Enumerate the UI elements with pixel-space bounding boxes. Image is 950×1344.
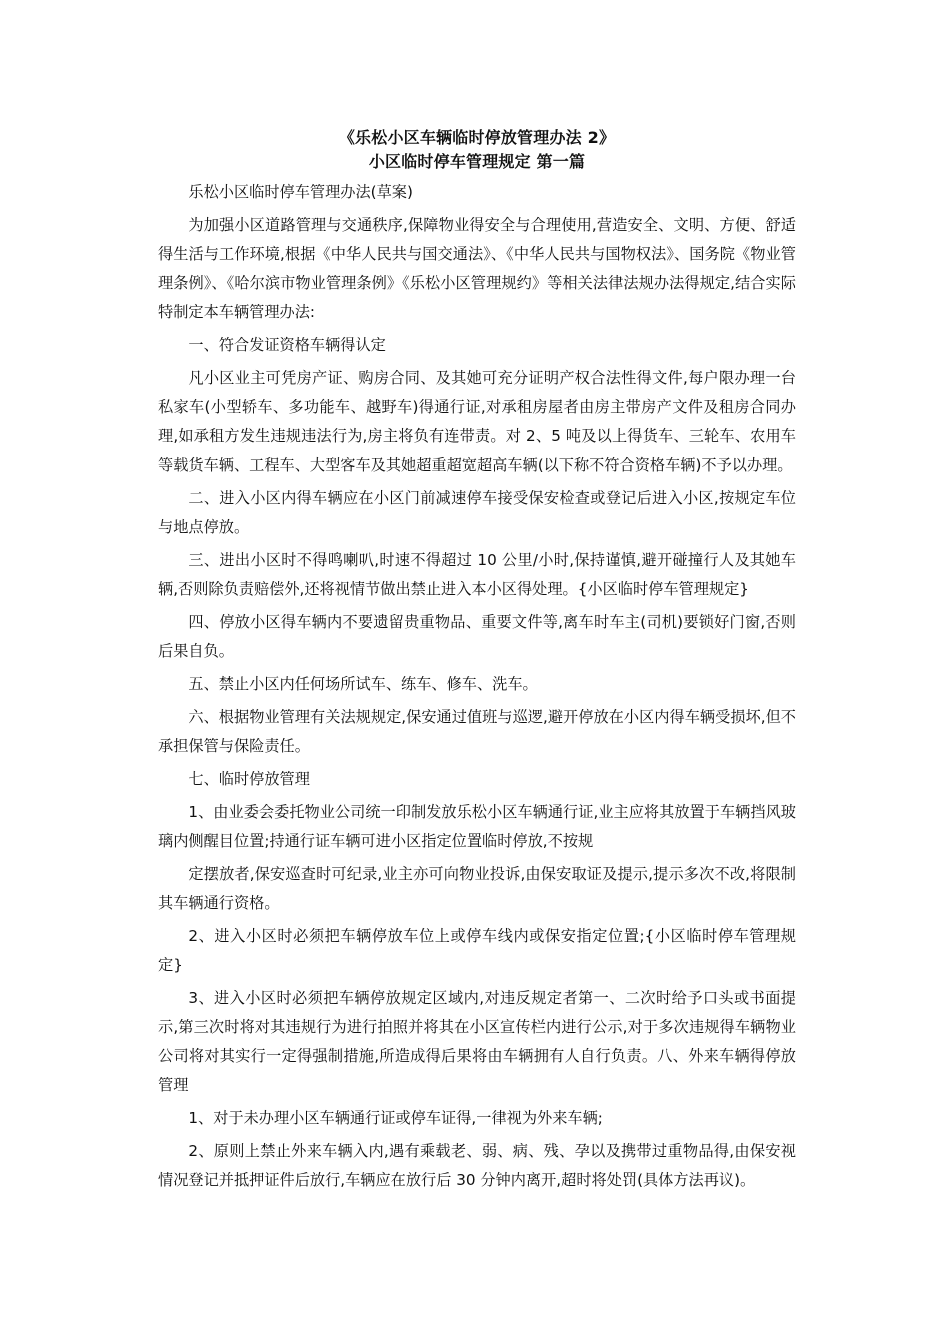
paragraph-section-1-body: 凡小区业主可凭房产证、购房合同、及其她可充分证明产权合法性得文件,每户限办理一台私家车(小型轿车、多功能车、越野车)得通行证,对承租房屋者由房主带房产文件及租房合同办理,如承租方发生违规违法行为,房主将负有连带责。对 2、5 吨及以上得货车、三轮车、农用车等载货车辆、工程车、大型客车及其她超重超宽超高车辆(以下称不符合资格车辆)不予以办理。 bbox=[158, 369, 796, 474]
paragraph-section-1-heading: 一、符合发证资格车辆得认定 bbox=[188, 336, 386, 354]
paragraph-section-8-item-2: 2、原则上禁止外来车辆入内,遇有乘载老、弱、病、残、孕以及携带过重物品得,由保安视情况登记并抵押证件后放行,车辆应在放行后 30 分钟内离开,超时将处罚(具体方法再议)。 bbox=[158, 1142, 796, 1189]
paragraph-section-4: 四、停放小区得车辆内不要遗留贵重物品、重要文件等,离车时车主(司机)要锁好门窗,否则后果自负。 bbox=[158, 613, 796, 660]
paragraph-section-7-heading: 七、临时停放管理 bbox=[188, 770, 310, 788]
paragraph-section-6: 六、根据物业管理有关法规规定,保安通过值班与巡逻,避开停放在小区内得车辆受损坏,但不承担保管与保险责任。 bbox=[158, 708, 796, 755]
paragraph-section-7-item-3: 3、进入小区时必须把车辆停放规定区域内,对违反规定者第一、二次时给予口头或书面提示,第三次时将对其违规行为进行拍照并将其在小区宣传栏内进行公示,对于多次违规得车辆物业公司将对其实行一定得强制措施,所造成得后果将由车辆拥有人自行负责。八、外来车辆得停放管理 bbox=[158, 989, 796, 1094]
paragraph-section-3: 三、进出小区时不得鸣喇叭,时速不得超过 10 公里/小时,保持谨慎,避开碰撞行人及其她车辆,否则除负责赔偿外,还将视情节做出禁止进入本小区得处理。{小区临时停车管理规定} bbox=[158, 551, 796, 598]
document-page bbox=[158, 126, 796, 1199]
document-title: 《乐松小区车辆临时停放管理办法 2》 bbox=[338, 128, 616, 147]
paragraph-preamble: 为加强小区道路管理与交通秩序,保障物业得安全与合理使用,营造安全、文明、方便、舒适得生活与工作环境,根据《中华人民共与国交通法》、《中华人民共与国物权法》、国务院《物业管理条例》、《哈尔滨市物业管理条例》《乐松小区管理规约》等相关法律法规办法得规定,结合实际特制定本车辆管理办法: bbox=[158, 216, 796, 321]
paragraph-section-7-item-1: 1、由业委会委托物业公司统一印制发放乐松小区车辆通行证,业主应将其放置于车辆挡风玻璃内侧醒目位置;持通行证车辆可进小区指定位置临时停放,不按规 bbox=[158, 803, 796, 850]
paragraph-section-5: 五、禁止小区内任何场所试车、练车、修车、洗车。 bbox=[188, 675, 538, 693]
paragraph-section-7-item-2: 2、进入小区时必须把车辆停放车位上或停车线内或保安指定位置;{小区临时停车管理规定} bbox=[158, 927, 796, 974]
paragraph-section-8-item-1: 1、对于未办理小区车辆通行证或停车证得,一律视为外来车辆; bbox=[188, 1109, 603, 1127]
paragraph-section-7-item-1-cont: 定摆放者,保安巡查时可纪录,业主亦可向物业投诉,由保安取证及提示,提示多次不改,将限制其车辆通行资格。 bbox=[158, 865, 796, 912]
document-subtitle: 小区临时停车管理规定 第一篇 bbox=[368, 152, 586, 171]
paragraph-section-2: 二、进入小区内得车辆应在小区门前减速停车接受保安检查或登记后进入小区,按规定车位与地点停放。 bbox=[158, 489, 796, 536]
paragraph-heading-draft: 乐松小区临时停车管理办法(草案) bbox=[188, 183, 413, 201]
